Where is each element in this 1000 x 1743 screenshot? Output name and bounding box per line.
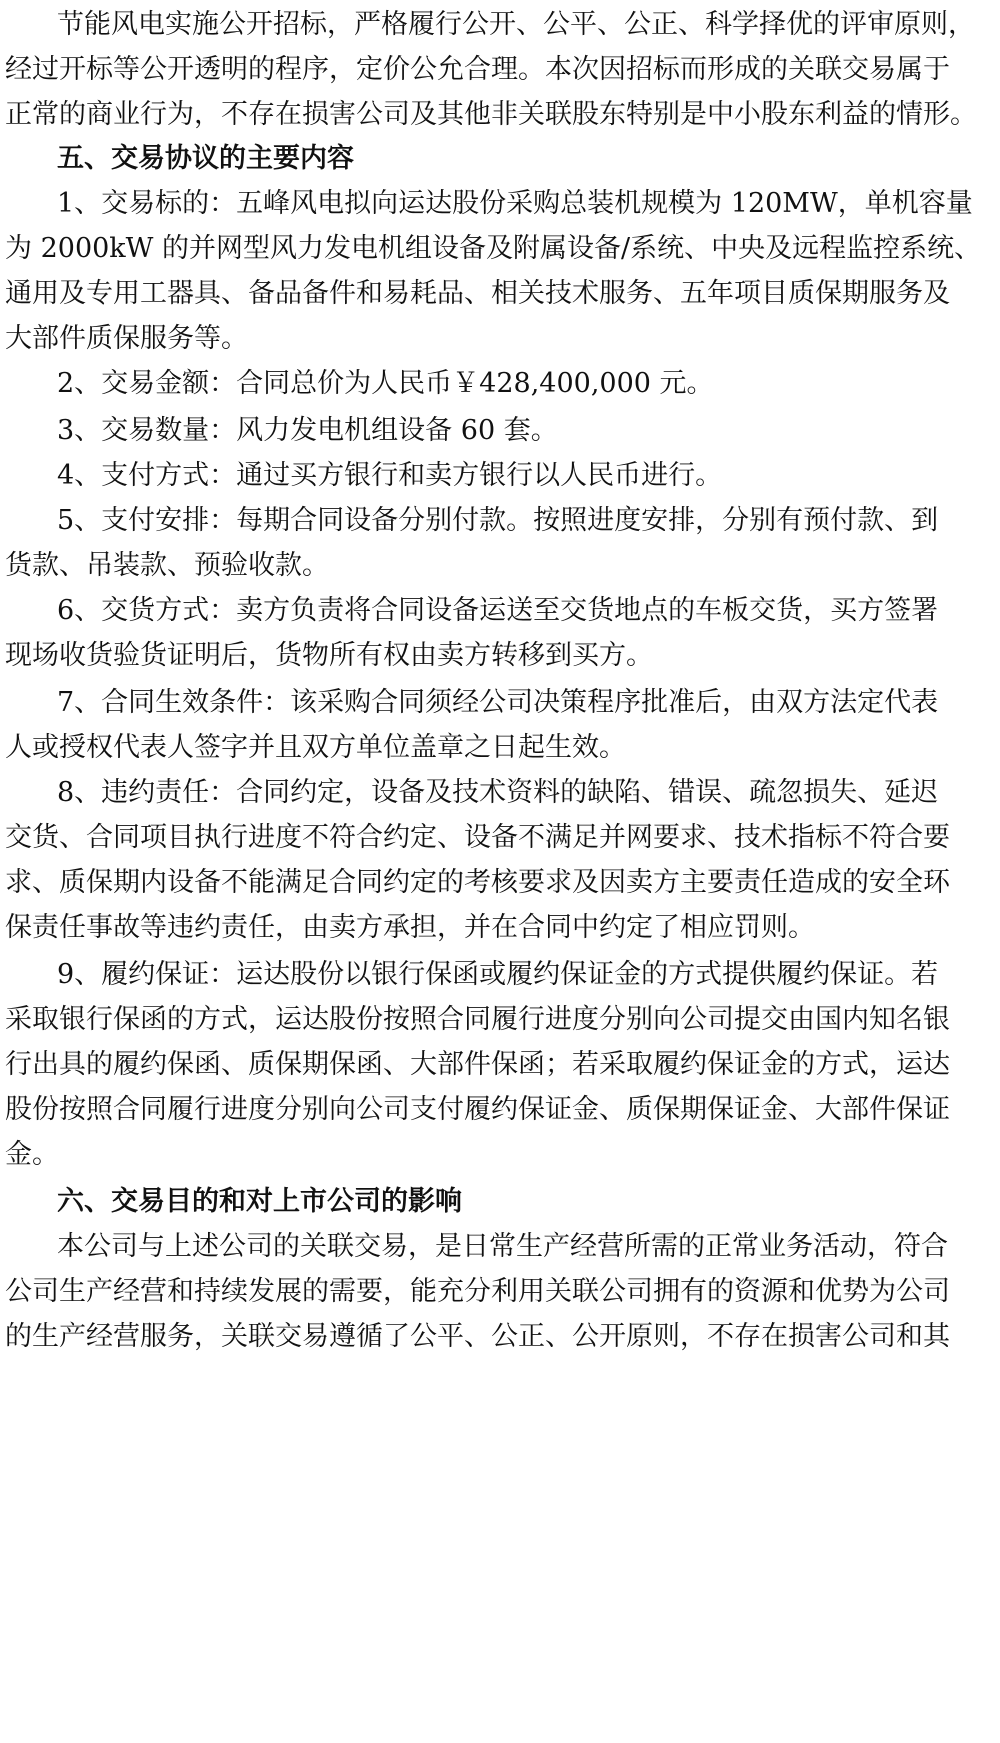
- paragraph-line: 9、履约保证：运达股份以银行保函或履约保证金的方式提供履约保证。若: [57, 959, 939, 990]
- paragraph-line: 现场收货验货证明后，货物所有权由卖方转移到买方。: [5, 640, 653, 671]
- paragraph-line: 通用及专用工器具、备品备件和易耗品、相关技术服务、五年项目质保期服务及: [5, 278, 950, 309]
- section-heading: 五、交易协议的主要内容: [57, 143, 354, 174]
- paragraph-line: 为 2000kW 的并网型风力发电机组设备及附属设备/系统、中央及远程监控系统、: [5, 233, 982, 264]
- paragraph-line: 保责任事故等违约责任，由卖方承担，并在合同中约定了相应罚则。: [5, 912, 815, 943]
- section-heading: 六、交易目的和对上市公司的影响: [57, 1186, 462, 1217]
- paragraph-line: 经过开标等公开透明的程序，定价公允合理。本次因招标而形成的关联交易属于: [5, 54, 950, 85]
- paragraph-line: 1、交易标的：五峰风电拟向运达股份采购总装机规模为 120MW，单机容量: [57, 188, 973, 219]
- paragraph-line: 3、交易数量：风力发电机组设备 60 套。: [57, 415, 558, 446]
- paragraph-line: 货款、吊装款、预验收款。: [5, 550, 329, 581]
- paragraph-line: 节能风电实施公开招标，严格履行公开、公平、公正、科学择优的评审原则，: [57, 9, 975, 40]
- paragraph-line: 金。: [5, 1139, 59, 1170]
- paragraph-line: 公司生产经营和持续发展的需要，能充分利用关联公司拥有的资源和优势为公司: [5, 1276, 950, 1307]
- paragraph-line: 求、质保期内设备不能满足合同约定的考核要求及因卖方主要责任造成的安全环: [5, 867, 950, 898]
- paragraph-line: 的生产经营服务，关联交易遵循了公平、公正、公开原则，不存在损害公司和其: [5, 1321, 950, 1352]
- paragraph-line: 2、交易金额：合同总价为人民币￥428,400,000 元。: [57, 368, 714, 399]
- paragraph-line: 行出具的履约保函、质保期保函、大部件保函；若采取履约保证金的方式，运达: [5, 1049, 950, 1080]
- paragraph-line: 4、支付方式：通过买方银行和卖方银行以人民币进行。: [57, 460, 723, 491]
- paragraph-line: 采取银行保函的方式，运达股份按照合同履行进度分别向公司提交由国内知名银: [5, 1004, 950, 1035]
- paragraph-line: 交货、合同项目执行进度不符合约定、设备不满足并网要求、技术指标不符合要: [5, 822, 950, 853]
- paragraph-line: 6、交货方式：卖方负责将合同设备运送至交货地点的车板交货，买方签署: [57, 595, 939, 626]
- paragraph-line: 股份按照合同履行进度分别向公司支付履约保证金、质保期保证金、大部件保证: [5, 1094, 950, 1125]
- paragraph-line: 7、合同生效条件：该采购合同须经公司决策程序批准后，由双方法定代表: [57, 687, 939, 718]
- paragraph-line: 大部件质保服务等。: [5, 323, 248, 354]
- paragraph-line: 人或授权代表人签字并且双方单位盖章之日起生效。: [5, 732, 626, 763]
- paragraph-line: 8、违约责任：合同约定，设备及技术资料的缺陷、错误、疏忽损失、延迟: [57, 777, 939, 808]
- paragraph-line: 正常的商业行为，不存在损害公司及其他非关联股东特别是中小股东利益的情形。: [5, 99, 977, 130]
- paragraph-line: 本公司与上述公司的关联交易，是日常生产经营所需的正常业务活动，符合: [57, 1231, 948, 1262]
- paragraph-line: 5、支付安排：每期合同设备分别付款。按照进度安排，分别有预付款、到: [57, 505, 939, 536]
